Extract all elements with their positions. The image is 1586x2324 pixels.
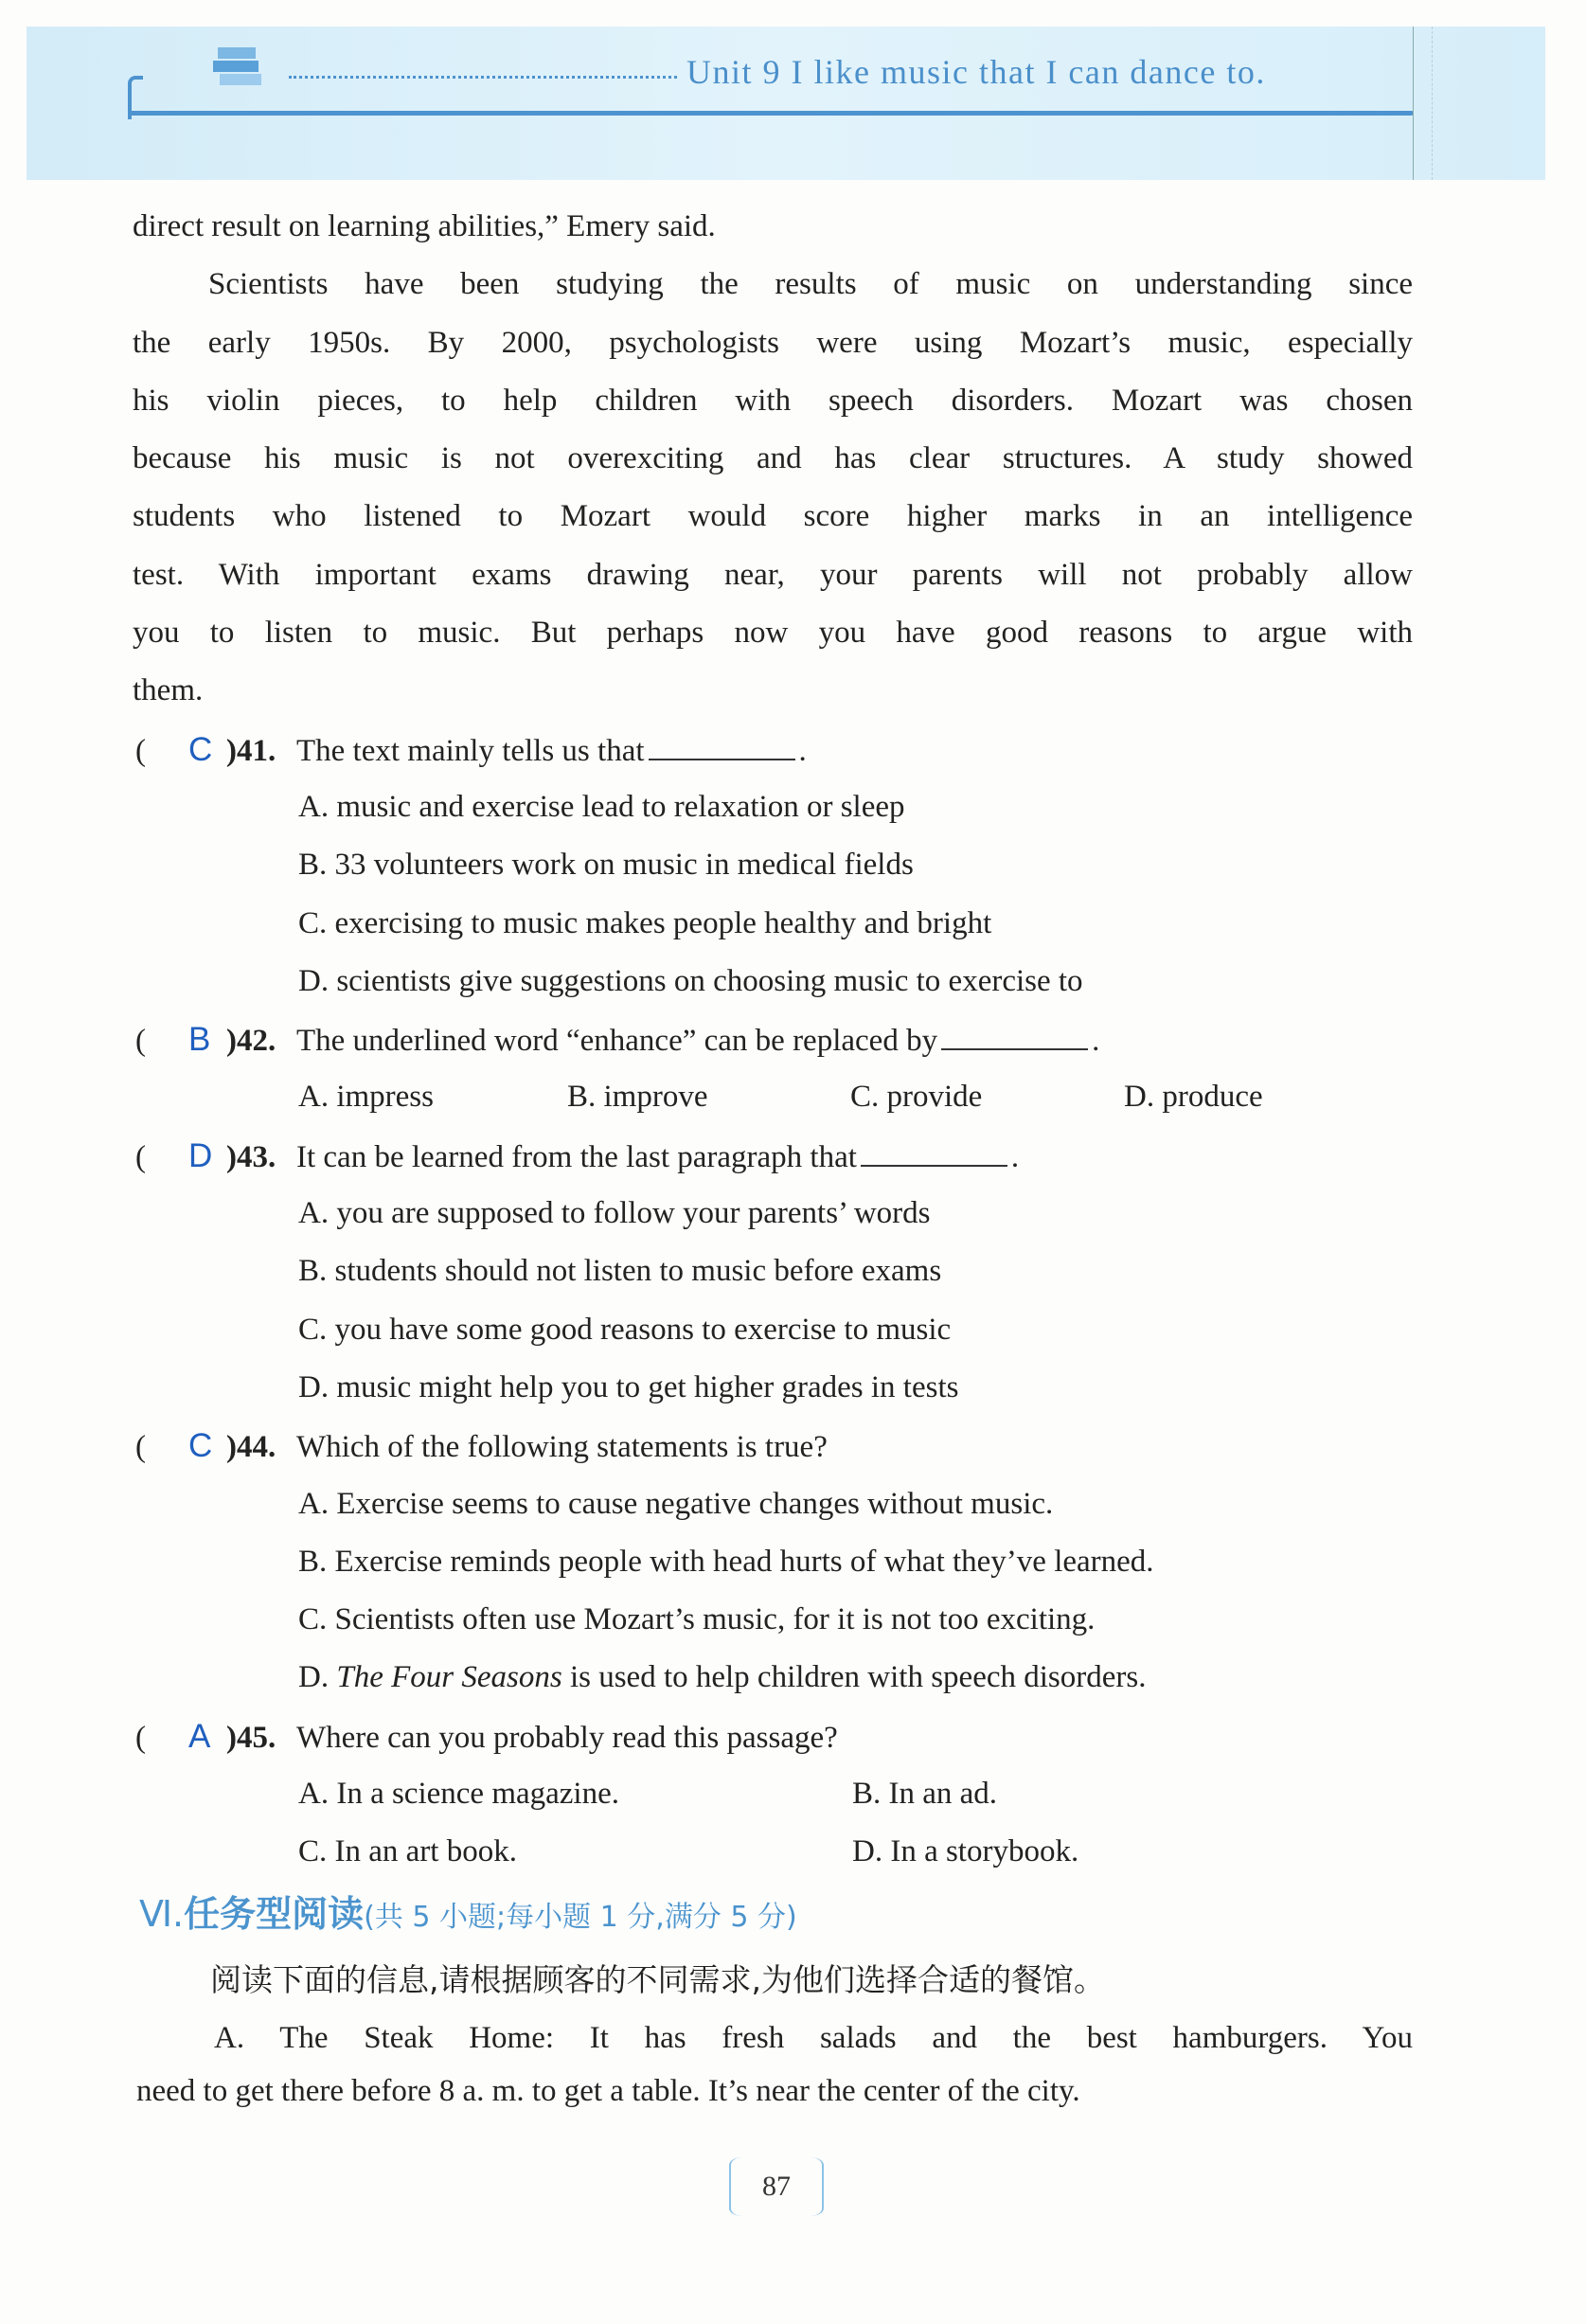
question-number: 42.: [237, 1024, 276, 1059]
margin-line: [1432, 27, 1434, 180]
passage-line: Scientists have been studying the results of music on understanding since: [208, 267, 1413, 302]
passage-line: direct result on learning abilities,” Emery said.: [133, 209, 716, 243]
passage: [133, 198, 1413, 1882]
question-number: 43.: [237, 1139, 276, 1174]
question-45: ( A )45. Where can you probably read this passage?: [133, 1707, 1413, 1765]
question-stem: Where can you probably read this passage?: [296, 1720, 838, 1755]
section-instruction: 阅读下面的信息,请根据顾客的不同需求,为他们选择合适的餐馆。: [210, 1961, 1105, 1998]
section-title: 任务型阅读: [184, 1893, 365, 1935]
book-title: The Four Seasons: [336, 1660, 562, 1695]
answer-blank: [941, 1024, 1088, 1050]
option: C. provide: [850, 1080, 983, 1115]
paren: (: [135, 733, 146, 768]
question-44: ( C )44. Which of the following statements is true?: [133, 1417, 1413, 1475]
header-rule: [128, 111, 1414, 116]
passage-line: test. With important exams drawing near, your parents will not probably allow: [133, 557, 1413, 592]
option: B. students should not listen to music before exams: [298, 1254, 942, 1289]
unit-title: Unit 9 I like music that I can dance to.: [686, 53, 1266, 91]
options-row: [133, 1823, 1413, 1881]
answer: A: [188, 1717, 211, 1755]
passage-line: because his music is not overexciting and has clear structures. A study showed: [133, 441, 1413, 476]
option: C. Scientists often use Mozart’s music, for it is not too exciting.: [298, 1602, 1096, 1637]
option: B. In an ad.: [852, 1777, 998, 1812]
books-icon: [208, 38, 275, 95]
answer: B: [188, 1021, 211, 1059]
answer-blank: [649, 734, 795, 760]
question-41: ( C )41. The text mainly tells us that .: [133, 721, 1413, 778]
question-stem: Which of the following statements is true?: [296, 1430, 828, 1465]
option: D. The Four Seasons is used to help children with speech disorders.: [298, 1660, 1147, 1695]
option: B. Exercise reminds people with head hurts of what they’ve learned.: [298, 1544, 1154, 1579]
option: C. exercising to music makes people healthy and bright: [298, 905, 992, 940]
option: A. Exercise seems to cause negative changes without music.: [298, 1486, 1054, 1521]
passage-line: his violin pieces, to help children with speech disorders. Mozart was chosen: [133, 383, 1413, 418]
options-row: [133, 1068, 1413, 1126]
option: D. scientists give suggestions on choosing music to exercise to: [298, 963, 1083, 998]
question-number: 45.: [237, 1720, 276, 1755]
question-43: ( D )43. It can be learned from the last paragraph that .: [133, 1127, 1413, 1185]
passage-line: them.: [133, 673, 204, 708]
passage-line: the early 1950s. By 2000, psychologists were using Mozart’s music, especially: [133, 325, 1413, 360]
header-dotted-line: [289, 76, 677, 79]
restaurant-a-line: A. The Steak Home: It has fresh salads and the best hamburgers. You: [214, 2021, 1413, 2055]
question-stem: It can be learned from the last paragraph that: [296, 1139, 857, 1174]
option: D. produce: [1124, 1080, 1263, 1115]
option: A. you are supposed to follow your parents’ words: [298, 1196, 931, 1231]
option: D. In a storybook.: [852, 1834, 1079, 1869]
answer: D: [188, 1136, 213, 1174]
option: A. In a science magazine.: [298, 1777, 619, 1812]
passage-line: students who listened to Mozart would score higher marks in an intelligence: [133, 499, 1413, 534]
question-stem: The underlined word “enhance” can be replaced by: [296, 1024, 938, 1059]
option: A. music and exercise lead to relaxation or sleep: [298, 789, 905, 824]
margin-line: [1413, 27, 1414, 180]
restaurant-a-line: need to get there before 8 a. m. to get a table. It’s near the center of the city.: [136, 2074, 1080, 2108]
option: C. you have some good reasons to exercise to music: [298, 1312, 952, 1347]
question-number: 44.: [237, 1430, 276, 1465]
passage-line: you to listen to music. But perhaps now you have good reasons to argue with: [133, 616, 1413, 651]
option: B. 33 volunteers work on music in medical fields: [298, 848, 914, 883]
option: B. improve: [567, 1080, 708, 1115]
option: D. music might help you to get higher grades in tests: [298, 1369, 959, 1404]
section-note: (共 5 小题;每小题 1 分,满分 5 分): [364, 1901, 797, 1934]
options-row: [133, 1765, 1413, 1823]
question-42: ( B )42. The underlined word “enhance” can be replaced by .: [133, 1010, 1413, 1068]
answer-blank: [861, 1140, 1007, 1167]
answer: C: [188, 1427, 213, 1465]
section-heading: Ⅵ.任务型阅读(共 5 小题;每小题 1 分,满分 5 分): [139, 1893, 797, 1935]
answer: C: [188, 730, 213, 768]
option: C. In an art book.: [298, 1834, 517, 1869]
question-number: 41.: [237, 733, 276, 768]
option: A. impress: [298, 1080, 434, 1115]
question-stem: The text mainly tells us that: [296, 733, 645, 768]
page-number: 87: [729, 2157, 824, 2216]
